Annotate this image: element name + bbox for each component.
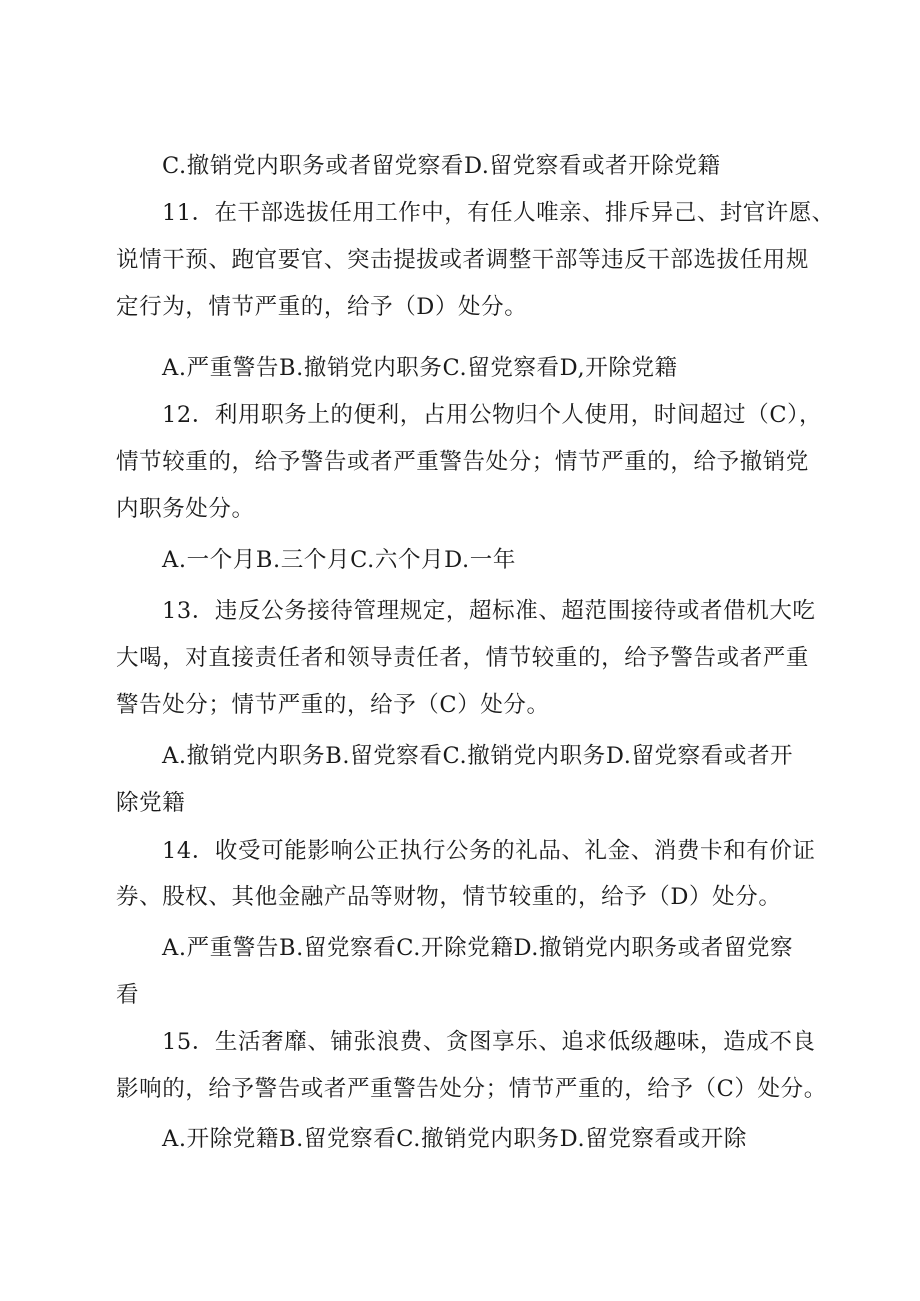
question-line: 警告处分；情节严重的，给予（C）处分。: [116, 692, 550, 718]
question-line: 大喝，对直接责任者和领导责任者，情节较重的，给予警告或者严重: [116, 645, 810, 671]
question-line: 内职务处分。: [116, 496, 255, 522]
option-line: A.严重警告B.撤销党内职务C.留党察看D,开除党籍: [162, 355, 678, 381]
option-line: 看: [116, 982, 140, 1008]
question-line: 15．生活奢靡、铺张浪费、贪图享乐、追求低级趣味，造成不良: [162, 1029, 816, 1055]
option-line: A.严重警告B.留党察看C.开除党籍D.撤销党内职务或者留党察: [162, 935, 794, 961]
question-line: 券、股权、其他金融产品等财物，情节较重的，给予（D）处分。: [116, 884, 782, 910]
question-line: 12．利用职务上的便利，占用公物归个人使用，时间超过（C），: [162, 402, 823, 428]
question-line: 13．违反公务接待管理规定，超标准、超范围接待或者借机大吃: [162, 598, 816, 624]
option-line: C.撤销党内职务或者留党察看D.留党察看或者开除党籍: [162, 153, 721, 179]
question-line: 情节较重的，给予警告或者严重警告处分；情节严重的，给予撤销党: [116, 449, 810, 475]
question-line: 说情干预、跑官要官、突击提拔或者调整干部等违反干部选拔任用规: [116, 247, 810, 273]
question-line: 11．在干部选拔任用工作中，有任人唯亲、排斥异己、封官许愿、: [162, 200, 835, 226]
option-line: A.撤销党内职务B.留党察看C.撤销党内职务D.留党察看或者开: [162, 743, 794, 769]
option-line: A.一个月B.三个月C.六个月D.一年: [162, 547, 516, 573]
question-line: 定行为，情节严重的，给予（D）处分。: [116, 294, 528, 320]
question-line: 影响的，给予警告或者严重警告处分；情节严重的，给予（C）处分。: [116, 1076, 827, 1102]
option-line: 除党籍: [116, 790, 186, 816]
question-line: 14．收受可能影响公正执行公务的礼品、礼金、消费卡和有价证: [162, 838, 816, 864]
option-line: A.开除党籍B.留党察看C.撤销党内职务D.留党察看或开除: [162, 1126, 747, 1152]
